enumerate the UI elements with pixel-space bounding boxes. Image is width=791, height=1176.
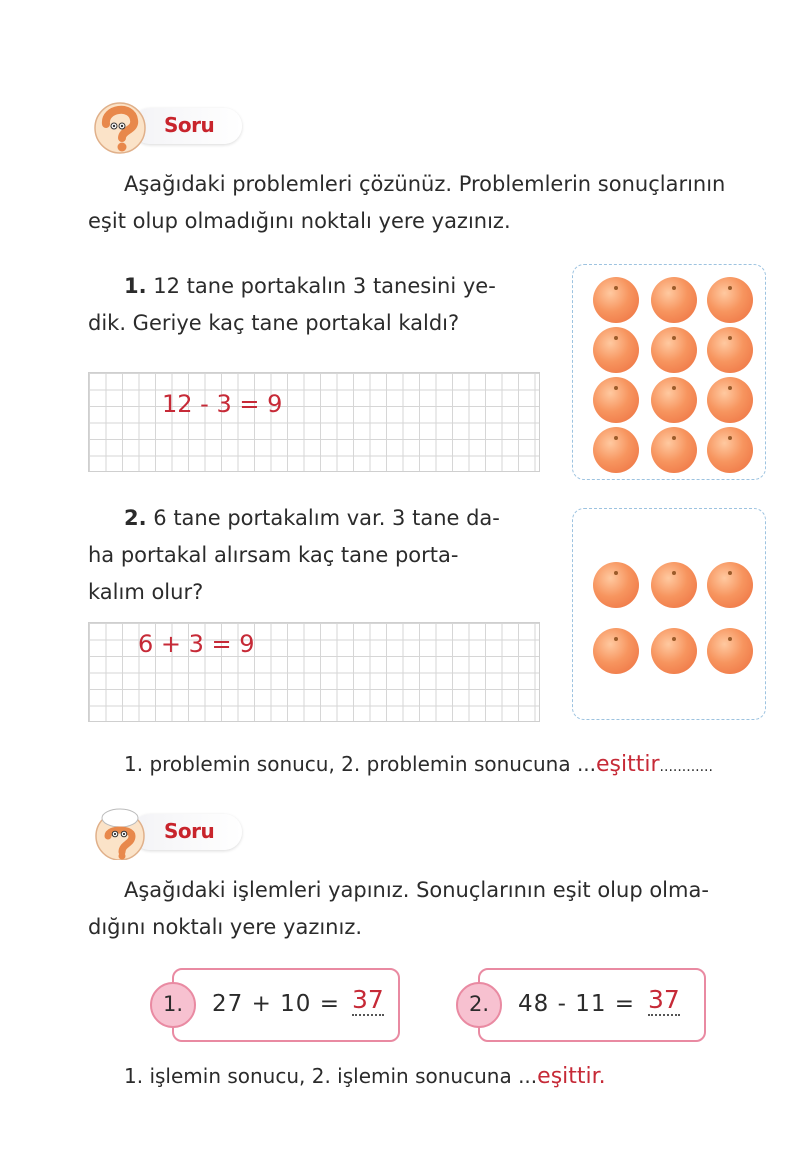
orange-icon [593, 277, 639, 323]
dots: ............ [659, 759, 713, 775]
handwritten-operation-answer-2: 37 [648, 985, 680, 1014]
orange-icon [651, 377, 697, 423]
question-mascot-icon [92, 100, 148, 154]
handwritten-answer-1: 12 - 3 = 9 [162, 390, 283, 418]
instruction-line: Aşağıdaki problemleri çözünüz. Problemlerin sonuçlarının [124, 172, 726, 196]
chef-mascot-icon [92, 806, 148, 860]
problem-number: 2. [124, 506, 147, 530]
orange-icon [707, 377, 753, 423]
problem-line: dik. Geriye kaç tane portakal kaldı? [88, 311, 460, 335]
orange-icon [651, 427, 697, 473]
instruction-1 [88, 166, 725, 240]
operation-number-badge: 2. [456, 982, 502, 1028]
orange-icon [707, 628, 753, 674]
operation-expression-2: 48 - 11 = [518, 991, 636, 1017]
comparison-text: 1. işlemin sonucu, 2. işlemin sonucuna [124, 1064, 512, 1088]
problem-number: 1. [124, 274, 147, 298]
orange-icon [593, 427, 639, 473]
comparison-text: 1. problemin sonucu, 2. problemin sonucuna [124, 752, 571, 776]
dots: ... [576, 752, 597, 776]
comparison-line-1 [124, 752, 713, 777]
instruction-line: eşit olup olmadığını noktalı yere yazınız. [88, 209, 511, 233]
problem-line: 12 tane portakalın 3 tanesini ye- [153, 274, 496, 298]
orange-icon [651, 562, 697, 608]
orange-icon [651, 277, 697, 323]
soru-header-1 [92, 100, 252, 154]
operation-expression-1: 27 + 10 = [212, 991, 341, 1017]
orange-icon [707, 562, 753, 608]
operation-number-badge: 1. [150, 982, 196, 1028]
orange-icon [707, 427, 753, 473]
problem-line: kalım olur? [88, 580, 204, 604]
dots: ... [518, 1064, 538, 1088]
problem-2-text [88, 500, 548, 611]
soru-label: Soru [164, 819, 215, 843]
orange-icon [651, 327, 697, 373]
instruction-line: Aşağıdaki işlemleri yapınız. Sonuçlarının eşit olup olma- [124, 878, 709, 902]
handwritten-answer-2: 6 + 3 = 9 [138, 630, 255, 658]
orange-icon [651, 628, 697, 674]
handwritten-comparison-2: eşittir. [537, 1064, 606, 1089]
orange-icon [707, 277, 753, 323]
orange-box-2 [572, 508, 766, 720]
problem-line: ha portakal alırsam kaç tane porta- [88, 543, 459, 567]
orange-icon [593, 327, 639, 373]
problem-line: 6 tane portakalım var. 3 tane da- [153, 506, 500, 530]
instruction-line: dığını noktalı yere yazınız. [88, 915, 363, 939]
answer-grid-1 [88, 372, 540, 472]
orange-icon [593, 377, 639, 423]
orange-icon [593, 628, 639, 674]
handwritten-comparison-1: eşittir [596, 752, 660, 777]
problem-1-text [88, 268, 548, 342]
orange-icon [707, 327, 753, 373]
comparison-line-2 [124, 1064, 606, 1089]
instruction-2 [88, 872, 709, 946]
soru-label: Soru [164, 113, 215, 137]
orange-box-1 [572, 264, 766, 480]
handwritten-operation-answer-1: 37 [352, 985, 384, 1014]
soru-header-2 [92, 806, 252, 860]
orange-icon [593, 562, 639, 608]
